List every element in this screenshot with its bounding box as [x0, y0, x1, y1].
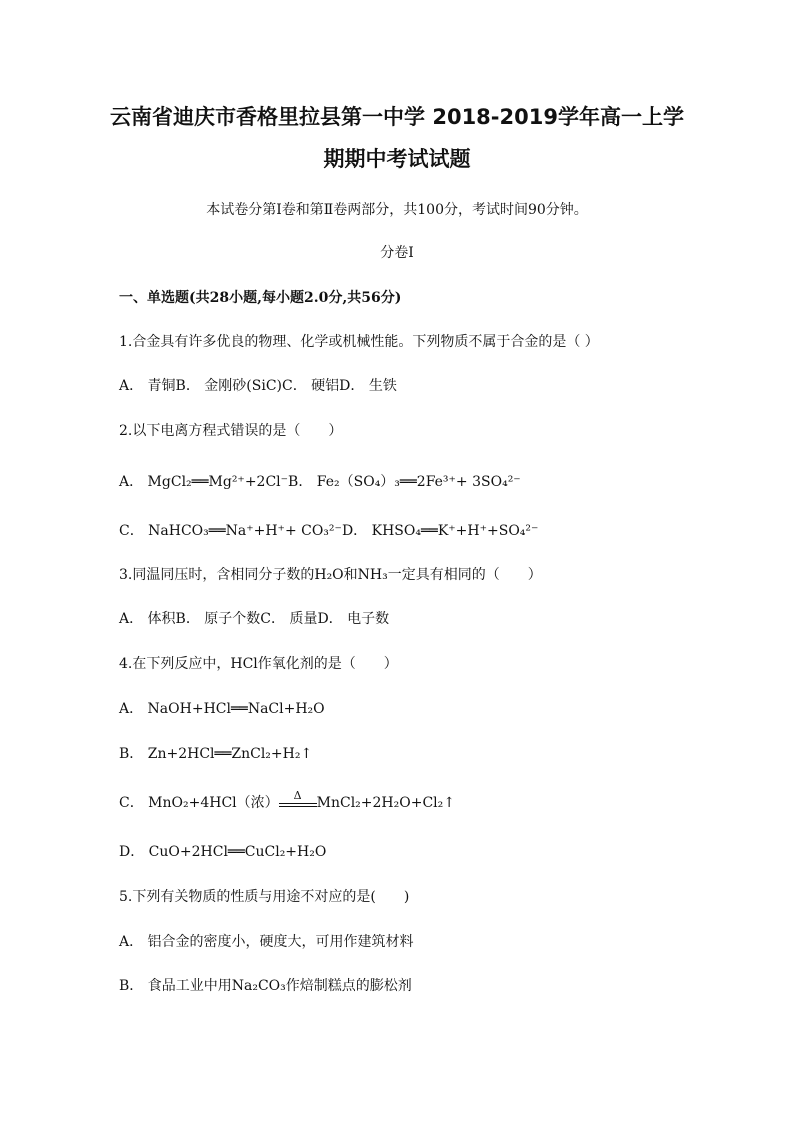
exam-intro: 本试卷分第Ⅰ卷和第Ⅱ卷两部分，共100分，考试时间90分钟。 — [206, 202, 588, 218]
part-label: 分卷I — [380, 245, 414, 261]
question-2-option-b: B． Fe₂（SO₄）₃══2Fe³⁺+ 3SO₄²⁻ — [288, 474, 521, 490]
question-5-option-b: B． 食品工业中用Na₂CO₃作焙制糕点的膨松剂 — [119, 978, 412, 994]
question-2-options-cd — [119, 521, 538, 541]
question-4-option-d: D． CuO+2HCl══CuCl₂+H₂O — [119, 844, 327, 860]
question-4-option-a: A． NaOH+HCl══NaCl+H₂O — [119, 701, 325, 717]
question-2-stem: 2.以下电离方程式错误的是（ ） — [119, 423, 343, 439]
question-4-stem: 4.在下列反应中，HCl作氧化剂的是（ ） — [119, 656, 398, 672]
page-title-line-1: 云南省迪庆市香格里拉县第一中学 2018-2019学年高一上学 — [110, 105, 684, 129]
heating-condition-arrow — [279, 789, 317, 807]
heating-triangle-icon: Δ — [293, 789, 302, 802]
section-heading: 一、单选题(共28小题,每小题2.0分,共56分) — [119, 290, 402, 306]
question-2-options-ab — [119, 472, 521, 492]
question-5-stem: 5.下列有关物质的性质与用途不对应的是( ) — [119, 889, 410, 905]
question-5-option-a: A． 铝合金的密度小，硬度大，可用作建筑材料 — [119, 934, 414, 950]
question-4-option-c — [119, 789, 455, 813]
question-2-option-c: C． NaHCO₃══Na⁺+H⁺+ CO₃²⁻ — [119, 523, 342, 539]
question-3-options: A． 体积B． 原子个数C． 质量D． 电子数 — [119, 611, 390, 627]
question-4-option-c-reactants: C． MnO₂+4HCl（浓） — [119, 795, 279, 811]
question-2-option-a: A． MgCl₂══Mg²⁺+2Cl⁻ — [119, 474, 289, 490]
question-3-stem: 3.同温同压时，含相同分子数的H₂O和NH₃一定具有相同的（ ） — [119, 567, 542, 583]
question-2-option-d: D． KHSO₄══K⁺+H⁺+SO₄²⁻ — [341, 523, 539, 539]
page-title-line-2: 期期中考试试题 — [323, 147, 471, 171]
question-1-stem: 1.合金具有许多优良的物理、化学或机械性能。下列物质不属于合金的是（ ） — [119, 334, 599, 350]
question-4-option-c-products: MnCl₂+2H₂O+Cl₂↑ — [316, 795, 455, 811]
question-4-option-b: B． Zn+2HCl══ZnCl₂+H₂↑ — [119, 746, 313, 762]
question-1-options: A． 青铜B． 金刚砂(SiC)C． 硬铝D． 生铁 — [119, 378, 397, 394]
